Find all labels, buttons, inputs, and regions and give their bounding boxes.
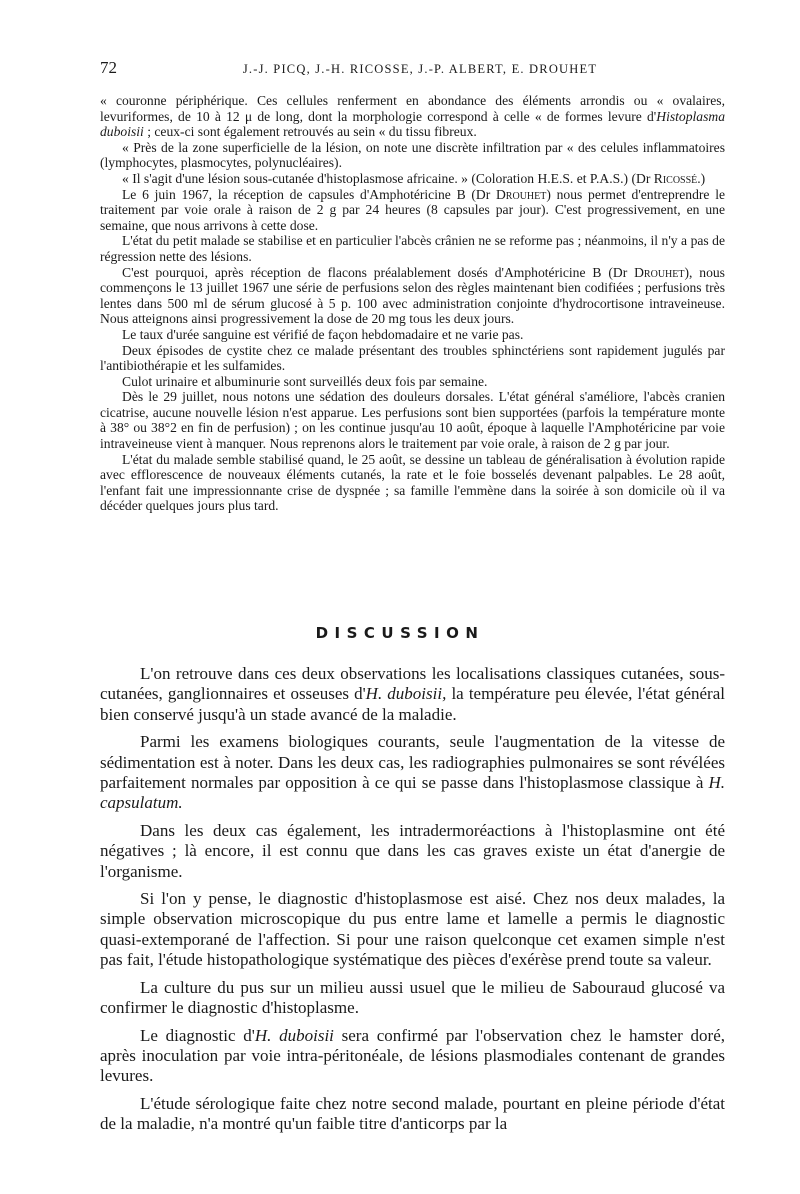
case-report-text [100, 93, 725, 514]
paragraph: Parmi les examens biologiques courants, seule l'augmentation de la vitesse de sédimentation est à noter. Dans les deux cas, les radiographies pulmonaires se sont révélées parfaitement normales par opposition à ce qui se passe dans l'histoplasmose classique à H. capsulatum. [100, 732, 725, 813]
paragraph: C'est pourquoi, après réception de flacons préalablement dosés d'Amphotéricine B (Dr Drouhet), nous commençons le 13 juillet 1967 une série de perfusions selon des règles maintenant bien codifiées ; perfusions très lentes dans 500 ml de sérum glucosé à 5 p. 100 avec administration conjointe d'hydrocortisone intraveineuse. Nous atteignons ainsi progressivement la dose de 20 mg tous les deux jours. [100, 264, 725, 327]
species-name: H. duboisii, [365, 684, 447, 704]
paragraph: « Il s'agit d'une lésion sous-cutanée d'histoplasmose africaine. » (Coloration H.E.S. et P.A.S.) (Dr Ricossé.) [122, 170, 706, 186]
paragraph: Culot urinaire et albuminurie sont surveillés deux fois par semaine. [122, 373, 488, 389]
species-name: H. duboisii [254, 1025, 334, 1045]
paragraph: L'on retrouve dans ces deux observations les localisations classiques cutanées, sous-cutanées, ganglionnaires et osseuses d'H. duboisii, la température peu élevée, l'état général bien conservé jusqu'à un stade avancé de la maladie. [100, 664, 725, 724]
paragraph: « couronne périphérique. Ces cellules renferment en abondance des éléments arrondis ou « ovalaires, levuriformes, de 10 à 12 μ de long, dont la morphologie correspond à celle « de formes levure d'Histoplasma duboisii ; ceux-ci sont également retrouvés au sein « du tissu fibreux. [100, 93, 725, 140]
species-name: Histoplasma duboisii [100, 108, 725, 140]
paragraph: Le 6 juin 1967, la réception de capsules d'Amphotéricine B (Dr Drouhet) nous permet d'entreprendre le traitement par voie orale à raison de 2 g par 24 heures (8 capsules par jour). C'est progressivement, en une semaine, que nous arrivons à cette dose. [100, 186, 725, 233]
paragraph: « Près de la zone superficielle de la lésion, on note une discrète infiltration par « des celules inflammatoires (lymphocytes, plasmocytes, polynucléaires). [100, 139, 725, 171]
running-head: J.-J. PICQ, J.-H. RICOSSE, J.-P. ALBERT, E. DROUHET [242, 62, 598, 76]
paragraph: La culture du pus sur un milieu aussi usuel que le milieu de Sabouraud glucosé va confirmer le diagnostic d'histoplasme. [100, 977, 725, 1018]
paragraph: Le diagnostic d'H. duboisii sera confirmé par l'observation chez le hamster doré, après inoculation par voie intra-péritonéale, de lésions plasmodiales contenant de grandes levures. [100, 1025, 726, 1086]
paragraph: Le taux d'urée sanguine est vérifié de façon hebdomadaire et ne varie pas. [122, 326, 524, 342]
paragraph: Dans les deux cas également, les intradermoréactions à l'histoplasmine ont été négatives ; là encore, il est connu que dans les cas graves existe un état d'anergie de l'organisme. [100, 820, 725, 881]
author-name: Drouhet [495, 186, 547, 202]
paragraph: Si l'on y pense, le diagnostic d'histoplasmose est aisé. Chez nos deux malades, la simple observation microscopique du pus entre lame et lamelle a permis le diagnostic quasi-extemporané de l'affection. Si pour une raison quelconque cet examen simple n'est pas fait, l'étude histopathologique systématique des pièces d'exérèse prend toute sa valeur. [100, 889, 725, 970]
section-heading: DISCUSSION [315, 624, 485, 642]
author-name: Ricossé [653, 170, 698, 186]
discussion-text [100, 664, 725, 1142]
paragraph: L'état du malade semble stabilisé quand, le 25 août, se dessine un tableau de généralisation à évolution rapide avec efflorescence de nouveaux éléments cutanés, la rate et le foie bosselés devenant palpables. Le 28 août, l'enfant fait une impressionnante crise de dyspnée ; sa famille l'emmène dans la soirée à son domicile où il va décéder quelques jours plus tard. [100, 451, 725, 514]
paragraph: L'étude sérologique faite chez notre second malade, pourtant en pleine période d'état de la maladie, n'a montré qu'un faible titre d'anticorps par la [100, 1093, 725, 1134]
species-name: H. capsulatum. [100, 773, 725, 813]
page-number: 72 [100, 58, 117, 77]
paragraph: Deux épisodes de cystite chez ce malade présentant des troubles sphinctériens sont rapidement jugulés par l'antibiothérapie et les sulfamides. [100, 342, 725, 374]
author-name: Drouhet [634, 264, 685, 280]
paragraph: Dès le 29 juillet, nous notons une sédation des douleurs dorsales. L'état général s'améliore, l'abcès cranien cicatrise, aucune nouvelle lésion n'est apparue. Les perfusions sont bien supportées (parfois la température monte à 38° ou 38°2 en fin de perfusion) ; on les continue jusqu'au 10 août, époque à laquelle l'Amphotéricine par voie intraveineuse vient à manquer. Nous reprenons alors le traitement par voie orale, à raison de 2 g par jour. [100, 389, 725, 452]
paragraph: L'état du petit malade se stabilise et en particulier l'abcès crânien ne se reforme pas ; néanmoins, il n'y a pas de régression nette des lésions. [100, 233, 725, 264]
